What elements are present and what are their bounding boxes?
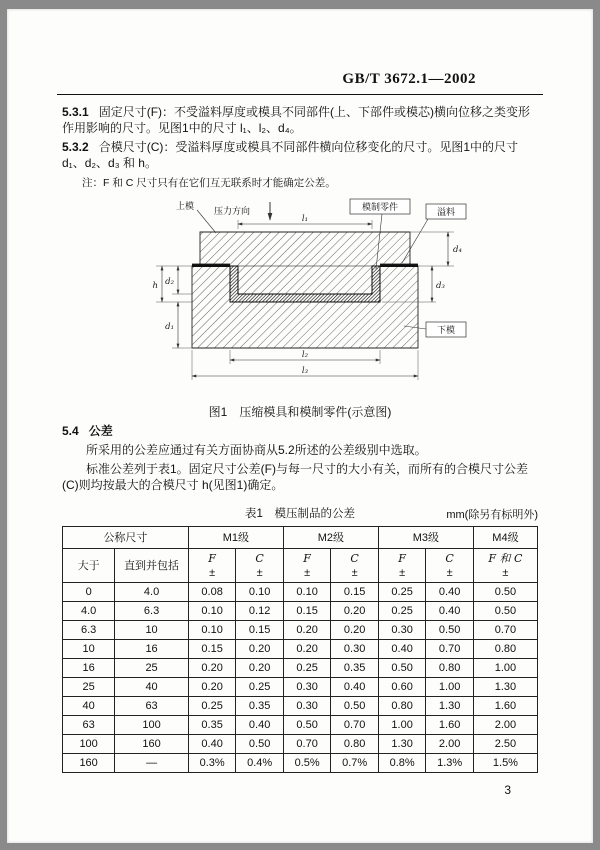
table-cell: 40 xyxy=(63,697,115,716)
table-cell: 0.30 xyxy=(378,621,426,640)
table-cell: 63 xyxy=(115,697,189,716)
table-cell: 2.00 xyxy=(473,716,537,735)
clause-text: 合模尺寸(C)：受溢料厚度或模具不同部件横向位移变化的尺寸。见图1中的尺寸 d₁、d₂、d₃ 和 h。 xyxy=(62,140,519,170)
table-group-header-row xyxy=(63,527,538,549)
table-cell: 0.40 xyxy=(426,583,474,602)
clause-number: 5.3.2 xyxy=(62,140,89,154)
table-cell: 1.30 xyxy=(378,735,426,754)
table-cell: 1.00 xyxy=(473,659,537,678)
figure-caption: 图1 压缩模具和模制零件(示意图) xyxy=(208,405,392,419)
clause-number: 5.3.1 xyxy=(62,105,89,119)
table-cell: 0 xyxy=(63,583,115,602)
table-cell: 4.0 xyxy=(63,602,115,621)
table-cell: 0.25 xyxy=(283,659,331,678)
table-cell: 40 xyxy=(115,678,189,697)
header-nominal-size: 公称尺寸 xyxy=(63,527,189,549)
flash-strip-right xyxy=(380,264,418,267)
table-cell: 160 xyxy=(115,735,189,754)
table-cell: 0.35 xyxy=(236,697,284,716)
table-cell: 0.35 xyxy=(331,659,379,678)
table-row xyxy=(63,754,538,773)
tolerance-table-body xyxy=(63,583,538,773)
header-m1: M1级 xyxy=(188,527,283,549)
table-cell: 0.80 xyxy=(378,697,426,716)
table-cell: 0.25 xyxy=(378,583,426,602)
table-sub-header-row xyxy=(63,549,538,583)
table-cell: 0.50 xyxy=(473,602,537,621)
clause-5-3-2 xyxy=(62,139,538,171)
table-cell: — xyxy=(115,754,189,773)
lower-mold-label: 下模 xyxy=(436,325,456,335)
table-cell: 10 xyxy=(115,621,189,640)
table-cell: 0.50 xyxy=(283,716,331,735)
header-up-to: 直到并包括 xyxy=(115,549,189,583)
table-cell: 6.3 xyxy=(63,621,115,640)
clause-5-4-para-2: 标准公差列于表1。固定尺寸公差(F)与每一尺寸的大小有关，而所有的合模尺寸公差(C)则均按最大的合模尺寸 h(见图1)确定。 xyxy=(62,462,528,492)
table-cell: 0.80 xyxy=(331,735,379,754)
table-cell: 0.30 xyxy=(283,678,331,697)
standard-number-header: GB/T 3672.1—2002 xyxy=(342,71,476,87)
header-m1-f: F ± xyxy=(188,549,236,583)
dim-label-d2: d₂ xyxy=(165,277,174,287)
table-cell: 0.20 xyxy=(188,678,236,697)
table-cell: 0.50 xyxy=(378,659,426,678)
header-m4: M4级 xyxy=(473,527,537,549)
table-cell: 0.40 xyxy=(378,640,426,659)
table-cell: 0.8% xyxy=(378,754,426,773)
table-cell: 0.20 xyxy=(331,602,379,621)
table-cell: 1.00 xyxy=(426,678,474,697)
header-m2-c: C ± xyxy=(331,549,379,583)
table-header xyxy=(63,527,538,583)
table-cell: 16 xyxy=(115,640,189,659)
table-cell: 0.7% xyxy=(331,754,379,773)
header-m3: M3级 xyxy=(378,527,473,549)
table-cell: 0.15 xyxy=(236,621,284,640)
molded-part-label: 模制零件 xyxy=(361,202,399,212)
table-cell: 0.70 xyxy=(426,640,474,659)
table-cell: 0.25 xyxy=(236,678,284,697)
table-cell: 2.00 xyxy=(426,735,474,754)
table-cell: 25 xyxy=(115,659,189,678)
dim-label-d1: d₁ xyxy=(165,322,174,332)
clause-5-3-1 xyxy=(62,104,538,136)
table-cell: 0.60 xyxy=(378,678,426,697)
table-cell: 0.30 xyxy=(283,697,331,716)
table-cell: 0.10 xyxy=(283,583,331,602)
table-cell: 10 xyxy=(63,640,115,659)
table-cell: 0.80 xyxy=(426,659,474,678)
table-cell: 1.3% xyxy=(426,754,474,773)
table-cell: 63 xyxy=(63,716,115,735)
header-m2-f: F ± xyxy=(283,549,331,583)
table-cell: 0.20 xyxy=(236,659,284,678)
table-cell: 1.60 xyxy=(426,716,474,735)
table-cell: 0.15 xyxy=(331,583,379,602)
table-cell: 0.20 xyxy=(283,640,331,659)
table-cell: 0.70 xyxy=(473,621,537,640)
table-cell: 0.35 xyxy=(188,716,236,735)
note-text: 注：F 和 C 尺寸只有在它们互无联系时才能确定公差。 xyxy=(82,177,336,189)
table-cell: 1.60 xyxy=(473,697,537,716)
table-title: 表1 模压制品的公差 xyxy=(245,508,355,520)
header-m3-f: F ± xyxy=(378,549,426,583)
table-cell: 0.40 xyxy=(188,735,236,754)
table-cell: 0.20 xyxy=(283,621,331,640)
table-cell: 0.15 xyxy=(283,602,331,621)
table-row xyxy=(63,659,538,678)
table-row xyxy=(63,640,538,659)
table-cell: 1.30 xyxy=(426,697,474,716)
table-cell: 0.20 xyxy=(236,640,284,659)
table-cell: 0.10 xyxy=(188,621,236,640)
table-cell: 25 xyxy=(63,678,115,697)
table-cell: 100 xyxy=(115,716,189,735)
dim-label-d4: d₄ xyxy=(453,245,462,255)
clause-5-4 xyxy=(62,423,538,439)
table-cell: 0.25 xyxy=(378,602,426,621)
table-cell: 0.08 xyxy=(188,583,236,602)
table-cell: 0.30 xyxy=(331,640,379,659)
flash-strip-left xyxy=(192,264,230,267)
table-cell: 0.25 xyxy=(188,697,236,716)
header-m2: M2级 xyxy=(283,527,378,549)
table-cell: 1.00 xyxy=(378,716,426,735)
dim-label-l3: l₃ xyxy=(301,366,309,376)
clause-number: 5.4 xyxy=(62,424,79,438)
table-cell: 0.40 xyxy=(426,602,474,621)
table-cell: 6.3 xyxy=(115,602,189,621)
pressure-direction-label: 压力方向 xyxy=(214,206,251,216)
clause-5-4-para-1: 所采用的公差应通过有关方面协商从5.2所述的公差级别中选取。 xyxy=(86,443,427,457)
table-row xyxy=(63,678,538,697)
table-cell: 2.50 xyxy=(473,735,537,754)
table-unit-note: mm(除另有标明外) xyxy=(446,509,538,521)
table-row xyxy=(63,583,538,602)
table-cell: 0.40 xyxy=(331,678,379,697)
table-row xyxy=(63,716,538,735)
table-row xyxy=(63,602,538,621)
table-cell: 0.40 xyxy=(236,716,284,735)
table-cell: 0.50 xyxy=(473,583,537,602)
flash-label: 溢料 xyxy=(436,207,456,217)
clause-text: 固定尺寸(F)：不受溢料厚度或模具不同部件(上、下部件或模芯)横向位移之类变形作用影响的尺寸。见图1中的尺寸 l₁、l₂、d₄。 xyxy=(62,105,531,135)
table-cell: 0.50 xyxy=(426,621,474,640)
table-cell: 160 xyxy=(63,754,115,773)
header-over: 大于 xyxy=(63,549,115,583)
tolerance-table xyxy=(62,526,538,773)
table-cell: 0.10 xyxy=(188,602,236,621)
table-row xyxy=(63,621,538,640)
table-cell: 0.4% xyxy=(236,754,284,773)
table-row xyxy=(63,735,538,754)
page-number: 3 xyxy=(504,783,511,797)
table-cell: 0.20 xyxy=(331,621,379,640)
table-cell: 1.5% xyxy=(473,754,537,773)
table-cell: 0.50 xyxy=(331,697,379,716)
header-m4-fc: F 和 C ± xyxy=(473,549,537,583)
table-title-row xyxy=(62,506,538,522)
header-m1-c: C ± xyxy=(236,549,284,583)
table-cell: 0.15 xyxy=(188,640,236,659)
table-cell: 0.70 xyxy=(331,716,379,735)
figure-1 xyxy=(62,196,538,420)
table-cell: 0.3% xyxy=(188,754,236,773)
table-cell: 4.0 xyxy=(115,583,189,602)
table-cell: 0.10 xyxy=(236,583,284,602)
table-cell: 1.30 xyxy=(473,678,537,697)
table-cell: 0.50 xyxy=(236,735,284,754)
mold-diagram xyxy=(120,196,480,396)
table-cell: 16 xyxy=(63,659,115,678)
clause-title: 公差 xyxy=(88,424,113,438)
table-cell: 0.80 xyxy=(473,640,537,659)
table-cell: 0.5% xyxy=(283,754,331,773)
table-row xyxy=(63,697,538,716)
dim-label-l2: l₂ xyxy=(301,350,309,360)
dim-label-l1: l₁ xyxy=(301,214,309,224)
dim-label-d3: d₃ xyxy=(436,281,445,291)
table-cell: 100 xyxy=(63,735,115,754)
document-page xyxy=(7,9,593,843)
page-content xyxy=(62,104,538,773)
table-cell: 0.12 xyxy=(236,602,284,621)
header-m3-c: C ± xyxy=(426,549,474,583)
upper-mold-label: 上模 xyxy=(176,201,195,211)
table-cell: 0.20 xyxy=(188,659,236,678)
dim-label-h: h xyxy=(152,281,158,291)
header-rule xyxy=(57,94,543,95)
table-cell: 0.70 xyxy=(283,735,331,754)
